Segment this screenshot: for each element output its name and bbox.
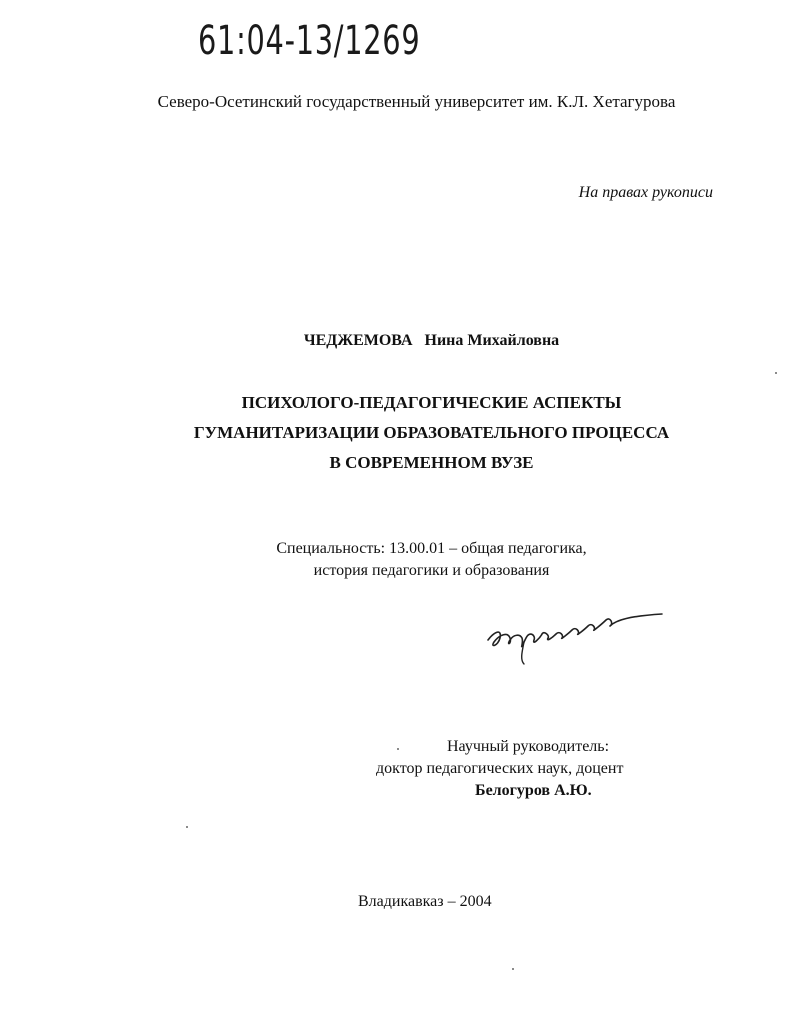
archive-number-handwritten: 61:04-13/1269 bbox=[198, 18, 421, 64]
scan-speck bbox=[775, 372, 777, 374]
scan-speck bbox=[186, 826, 188, 828]
author-given-names: Нина Михайловна bbox=[424, 332, 560, 349]
university-name: Северо-Осетинский государственный университет им. К.Л. Хетагурова bbox=[157, 92, 676, 111]
author-name bbox=[0, 332, 793, 350]
author-surname: ЧЕДЖЕМОВА bbox=[303, 332, 413, 349]
specialty-line-2: история педагогики и образования bbox=[313, 562, 550, 579]
supervisor-label: Научный руководитель: bbox=[447, 738, 610, 755]
dissertation-title bbox=[0, 388, 793, 478]
scan-speck bbox=[512, 968, 514, 970]
title-line-2: ГУМАНИТАРИЗАЦИИ ОБРАЗОВАТЕЛЬНОГО ПРОЦЕССА bbox=[193, 423, 670, 442]
specialty bbox=[0, 538, 793, 582]
scan-speck bbox=[397, 748, 399, 750]
supervisor-degree: доктор педагогических наук, доцент bbox=[376, 760, 624, 777]
supervisor-name: Белогуров А.Ю. bbox=[475, 782, 592, 799]
title-line-1: ПСИХОЛОГО-ПЕДАГОГИЧЕСКИЕ АСПЕКТЫ bbox=[241, 393, 622, 412]
title-line-3: В СОВРЕМЕННОМ ВУЗЕ bbox=[329, 453, 534, 472]
rights-note: На правах рукописи bbox=[578, 184, 713, 201]
specialty-line-1: Специальность: 13.00.01 – общая педагогика, bbox=[276, 540, 587, 557]
place-and-year: Владикавказ – 2004 bbox=[358, 893, 492, 910]
handwritten-signature bbox=[480, 598, 670, 668]
